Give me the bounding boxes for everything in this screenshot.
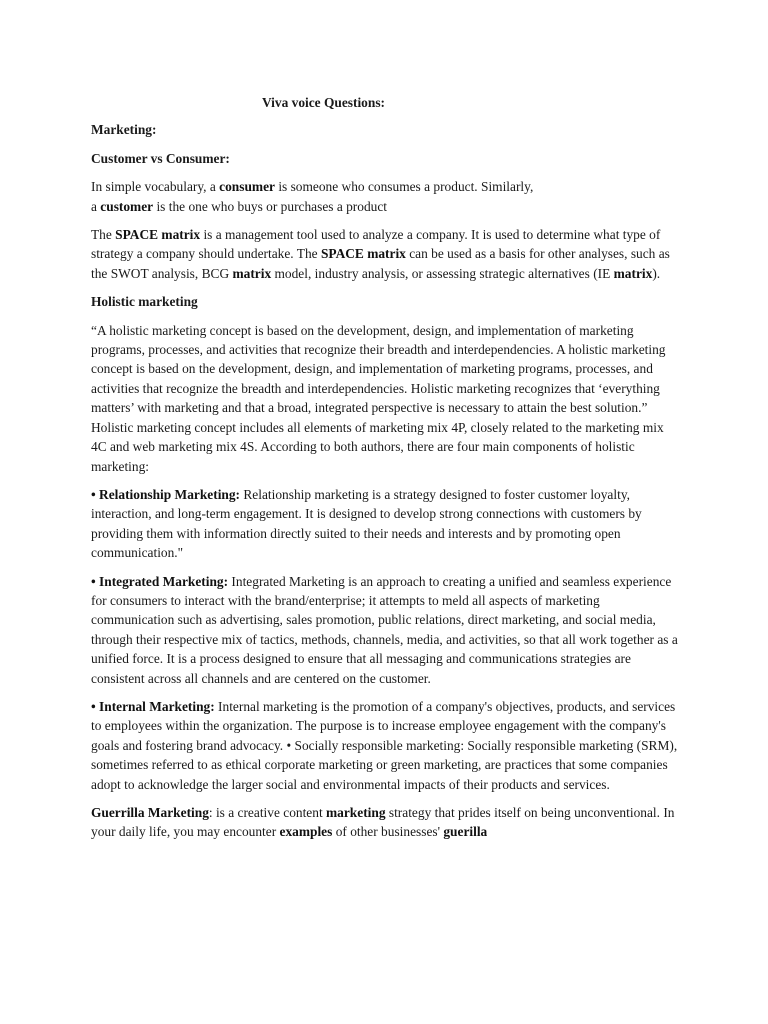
paragraph-integrated-marketing: • Integrated Marketing: Integrated Marketing is an approach to creating a unified and seamless experience for consumers to interact with the brand/enterprise; it attempts to meld all aspects of marketing communication such as advertising, sales promotion, public relations, direct marketing, and social media, through their respective mix of tactics, methods, channels, media, and activities, so that all work together as a unified force. It is a process designed to ensure that all messaging and communications strategies are consistent across all channels and are centered on the customer.: [91, 573, 678, 686]
heading-holistic-marketing: Holistic marketing: [91, 294, 198, 310]
paragraph-guerrilla-marketing: Guerrilla Marketing: is a creative content marketing strategy that prides itself on being unconventional. In your daily life, you may encounter examples of other businesses' guerilla: [91, 805, 675, 840]
paragraph-consumer: In simple vocabulary, a consumer is someone who consumes a product. Similarly, a customer is the one who buys or purchases a product: [91, 179, 534, 214]
paragraph-space-matrix: The SPACE matrix is a management tool used to analyze a company. It is used to determine what type of strategy a company should undertake. The SPACE matrix can be used as a basis for other analyses, such as the SWOT analysis, BCG matrix model, industry analysis, or assessing strategic alternatives (IE matrix).: [91, 227, 670, 281]
document-title: Viva voice Questions:: [262, 95, 385, 110]
paragraph-internal-marketing: • Internal Marketing: Internal marketing is the promotion of a company's objectives, products, and services to employees within the organization. The purpose is to increase employee engagement with the company's goals and fostering brand advocacy. • Socially responsible marketing: Socially responsible marketing (SRM), sometimes referred to as ethical corporate marketing or green marketing, are practices that some companies adopt to acknowledge the larger social and environmental impacts of their products and services.: [91, 698, 678, 792]
section-heading-marketing: Marketing:: [91, 122, 157, 138]
paragraph-relationship-marketing: • Relationship Marketing: Relationship marketing is a strategy designed to foster customer loyalty, interaction, and long-term engagement. It is designed to develop strong connections with customers by providing them with information directly suited to their needs and interests and by promoting open communication.": [91, 486, 642, 561]
paragraph-holistic: “A holistic marketing concept is based on the development, design, and implementation of marketing programs, processes, and activities that recognize their breadth and interdependencies. A holistic marketing concept is based on the development, design, and implementation of marketing programs, processes, and activities that recognize the breadth and interdependencies. Holistic marketing recognizes that ‘everything matters’ with marketing and that a broad, integrated perspective is necessary to attain the best solution.” Holistic marketing concept includes all elements of marketing mix 4P, closely related to the marketing mix 4C and web marketing mix 4S. According to both authors, there are four main components of holistic marketing:: [91, 322, 666, 474]
heading-customer-vs-consumer: Customer vs Consumer:: [91, 150, 230, 166]
document-page: [91, 93, 681, 851]
